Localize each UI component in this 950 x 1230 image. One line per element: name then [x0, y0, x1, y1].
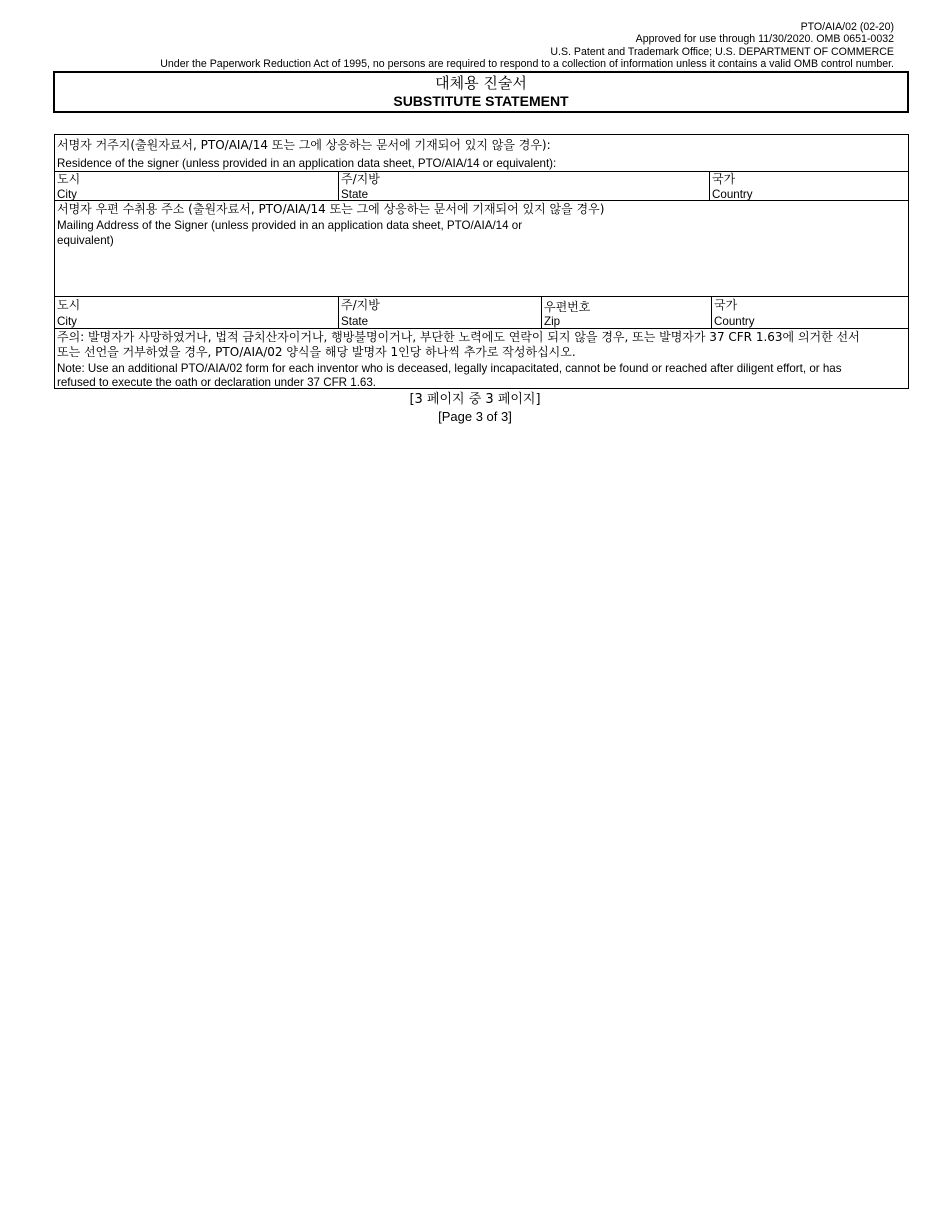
mailing-city-label-ko: 도시 [57, 298, 81, 312]
form-header [54, 21, 894, 71]
residence-city-label-en: City [57, 188, 77, 201]
mailing-country-label-en: Country [714, 315, 755, 328]
divider [709, 172, 710, 201]
divider [338, 172, 339, 201]
residence-state-label-ko: 주/지방 [341, 172, 380, 186]
residence-state-field[interactable] [339, 172, 709, 201]
mailing-address-field[interactable] [55, 201, 908, 297]
title-box [53, 71, 909, 113]
residence-state-label-en: State [341, 188, 369, 201]
note-cell [55, 329, 908, 388]
note-ko-line1: 주의: 발명자가 사망하였거나, 법적 금치산자이거나, 행방불명이거나, 부단한 노력에도 연락이 되지 않을 경우, 또는 발명자가 37 CFR 1.63에 의거한 선서 [57, 330, 860, 344]
mailing-state-label-en: State [341, 315, 369, 328]
residence-label-cell [55, 135, 908, 172]
residence-city-field[interactable] [55, 172, 339, 201]
signer-address-form [54, 134, 909, 389]
mailing-country-label-ko: 국가 [714, 298, 738, 312]
residence-country-label-en: Country [712, 188, 753, 201]
title-english: SUBSTITUTE STATEMENT [393, 93, 569, 109]
paperwork-notice: Under the Paperwork Reduction Act of 1995, no persons are required to respond to a collection of information unless it contains a valid OMB control number. [160, 58, 894, 71]
mailing-city-label-en: City [57, 315, 77, 328]
divider [711, 297, 712, 329]
mailing-country-field[interactable] [712, 297, 908, 329]
residence-label-ko: 서명자 거주지(출원자료서, PTO/AIA/14 또는 그에 상응하는 문서에 기재되어 있지 않을 경우): [57, 138, 551, 152]
divider [338, 297, 339, 329]
approval-notice: Approved for use through 11/30/2020. OMB 0651-0032 [635, 33, 894, 46]
mailing-label-en-line1: Mailing Address of the Signer (unless provided in an application data sheet, PTO/AIA/14 or [57, 219, 523, 232]
residence-label-en: Residence of the signer (unless provided in an application data sheet, PTO/AIA/14 or equivalent): [57, 157, 557, 170]
divider [541, 297, 542, 329]
title-korean: 대체용 진술서 [435, 74, 527, 92]
form-id: PTO/AIA/02 (02-20) [800, 21, 894, 33]
mailing-city-field[interactable] [55, 297, 339, 329]
mailing-state-label-ko: 주/지방 [341, 298, 380, 312]
residence-country-label-ko: 국가 [712, 172, 736, 186]
mailing-label-ko: 서명자 우편 수취용 주소 (출원자료서, PTO/AIA/14 또는 그에 상응하는 문서에 기재되어 있지 않을 경우) [57, 202, 605, 216]
mailing-zip-field[interactable] [542, 297, 712, 329]
page-number-ko: [3 페이지 중 3 페이지] [409, 392, 541, 407]
page-number-en: [Page 3 of 3] [438, 409, 512, 424]
mailing-label-en-line2: equivalent) [57, 234, 114, 247]
residence-city-label-ko: 도시 [57, 172, 81, 186]
note-ko-line2: 또는 선언을 거부하였을 경우, PTO/AIA/02 양식을 해당 발명자 1인당 하나씩 추가로 작성하십시오. [57, 345, 576, 359]
mailing-state-field[interactable] [339, 297, 542, 329]
mailing-zip-label-en: Zip [544, 315, 561, 328]
mailing-zip-label-ko: 우편번호 [544, 300, 591, 314]
note-en-line1: Note: Use an additional PTO/AIA/02 form for each inventor who is deceased, legally incapacitated, cannot be found or reached after diligent effort, or has [57, 362, 842, 375]
residence-country-field[interactable] [710, 172, 908, 201]
office-name: U.S. Patent and Trademark Office; U.S. DEPARTMENT OF COMMERCE [550, 45, 894, 58]
note-en-line2: refused to execute the oath or declaration under 37 CFR 1.63. [57, 376, 377, 389]
